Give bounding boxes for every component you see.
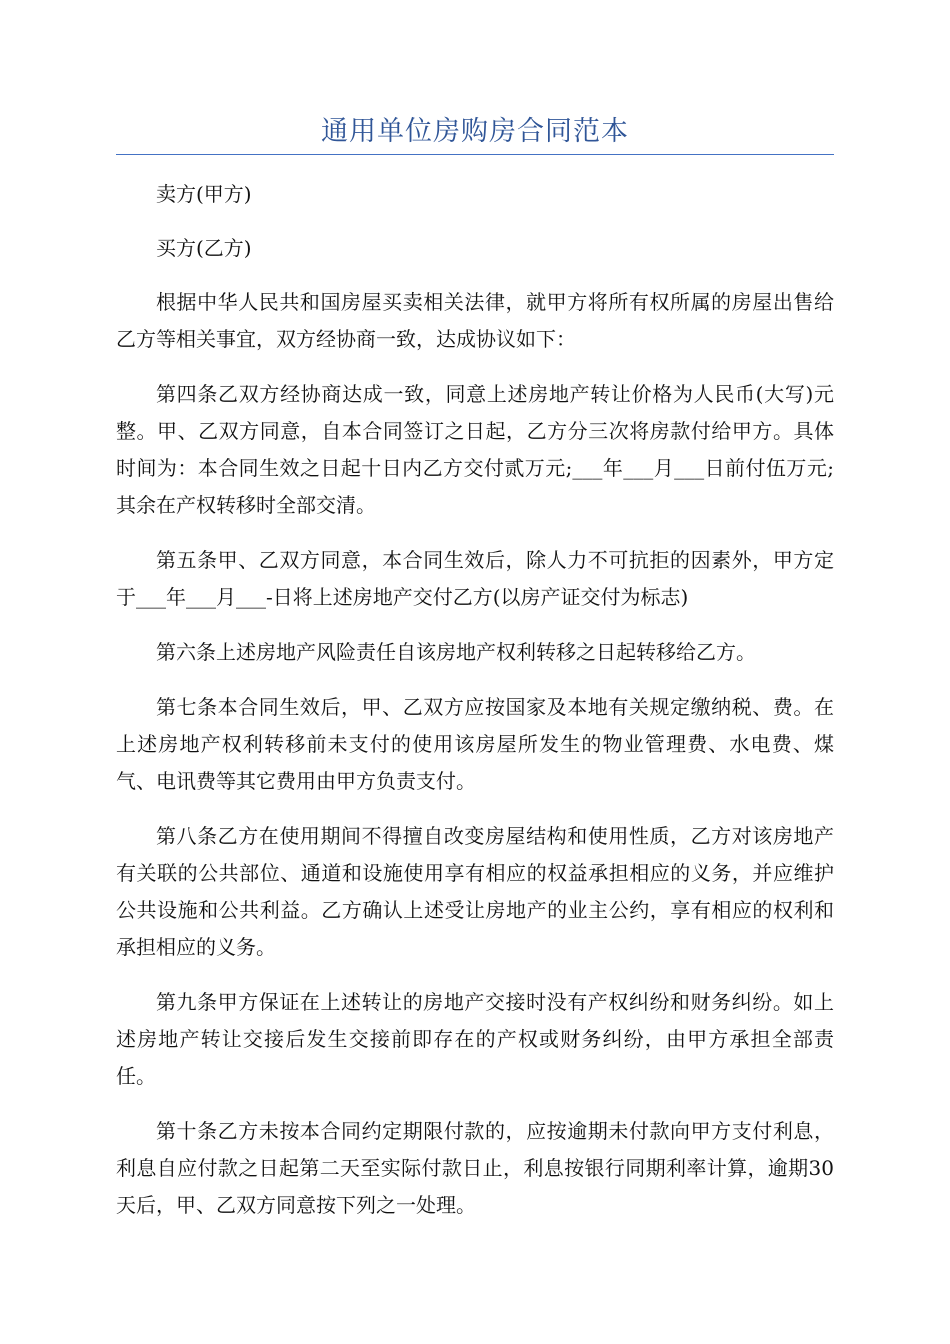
article-8-paragraph: 第八条乙方在使用期间不得擅自改变房屋结构和使用性质，乙方对该房地产有关联的公共部位、通道和设施使用享有相应的权益承担相应的义务，并应维护公共设施和公共利益。乙方确认上述受让房地产的业主公约，享有相应的权利和承担相应的义务。 xyxy=(116,824,834,959)
document-title: 通用单位房购房合同范本 xyxy=(321,116,629,147)
buyer-line: 买方(乙方) xyxy=(156,236,252,260)
title-underline xyxy=(116,154,834,155)
article-5-paragraph: 第五条甲、乙双方同意，本合同生效后，除人力不可抗拒的因素外，甲方定于___年___月___-日将上述房地产交付乙方(以房产证交付为标志) xyxy=(116,548,834,609)
article-9-paragraph: 第九条甲方保证在上述转让的房地产交接时没有产权纠纷和财务纠纷。如上述房地产转让交接后发生交接前即存在的产权或财务纠纷，由甲方承担全部责任。 xyxy=(116,990,834,1088)
article-10-paragraph: 第十条乙方未按本合同约定期限付款的，应按逾期未付款向甲方支付利息，利息自应付款之日起第二天至实际付款日止，利息按银行同期利率计算，逾期30天后，甲、乙双方同意按下列之一处理。 xyxy=(116,1119,834,1217)
article-7-paragraph: 第七条本合同生效后，甲、乙双方应按国家及本地有关规定缴纳税、费。在上述房地产权利转移前未支付的使用该房屋所发生的物业管理费、水电费、煤气、电讯费等其它费用由甲方负责支付。 xyxy=(116,695,834,793)
document-body xyxy=(116,176,834,1242)
article-4-paragraph: 第四条乙双方经协商达成一致，同意上述房地产转让价格为人民币(大写)元整。甲、乙双方同意，自本合同签订之日起，乙方分三次将房款付给甲方。具体时间为：本合同生效之日起十日内乙方交付贰万元;___年___月___日前付伍万元;其余在产权转移时全部交清。 xyxy=(116,382,834,517)
seller-line: 卖方(甲方) xyxy=(156,182,252,206)
article-6-paragraph: 第六条上述房地产风险责任自该房地产权利转移之日起转移给乙方。 xyxy=(156,640,756,664)
preamble-paragraph: 根据中华人民共和国房屋买卖相关法律，就甲方将所有权所属的房屋出售给乙方等相关事宜，双方经协商一致，达成协议如下： xyxy=(116,290,834,351)
